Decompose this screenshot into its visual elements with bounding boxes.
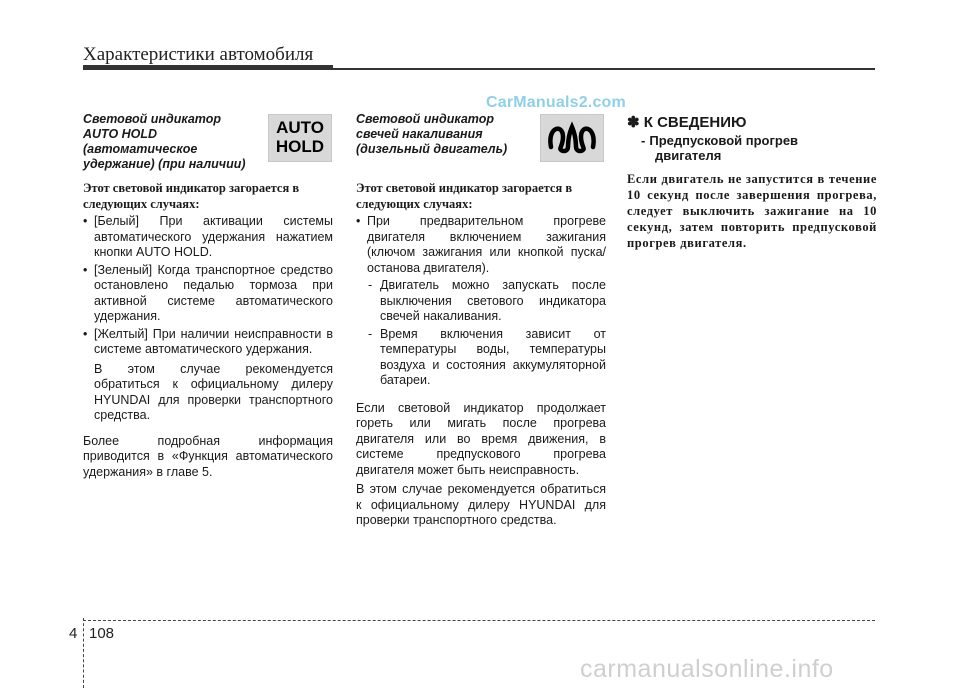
column-glow-plug xyxy=(356,112,606,529)
glow-plug-icon xyxy=(540,114,604,162)
auto-hold-icon: AUTO HOLD xyxy=(268,114,332,162)
watermark-top: CarManuals2.com xyxy=(486,94,626,111)
note-body: Если двигатель не запустится в течение 10 секунд после завершения прогрева, следует выключить зажигание на 10 секунд, затем повторить предпусковой прогрев двигателя. xyxy=(627,172,877,250)
glow-plug-indicator-title: Световой индикатор свечей накаливания (дизельный двигатель) xyxy=(356,112,508,156)
list-item: • [Зеленый] Когда транспортное средство остановлено педалью тормоза при активной системе автоматического удержания. xyxy=(83,262,333,323)
note-heading: ✽ К СВЕДЕНИЮ xyxy=(627,114,747,131)
glow-plug-bullet-list xyxy=(356,214,606,276)
note-subheading: - Предпусковой прогрев двигателя xyxy=(641,133,799,163)
glow-plug-intro: Этот световой индикатор загорается в следующих случаях: xyxy=(356,181,573,211)
auto-hold-indicator-title: Световой индикатор AUTO HOLD (автоматическое удержание) (при наличии) xyxy=(83,112,246,171)
page-number: 108 xyxy=(89,625,115,642)
auto-hold-bullet-list xyxy=(83,214,333,358)
page-header-title: Характеристики автомобиля xyxy=(83,44,314,65)
glow-plug-dealer-note: В этом случае рекомендуется обратиться к официальному дилеру HYUNDAI для проверки транспортного средства. xyxy=(356,482,606,527)
watermark-bottom: carmanualsonline.info xyxy=(580,655,834,683)
footer-divider xyxy=(83,618,84,688)
note-star-icon: ✽ xyxy=(627,114,640,131)
auto-hold-reference: Более подробная информация приводится в «Функция автоматического удержания» в главе 5. xyxy=(83,433,333,479)
auto-hold-intro: Этот световой индикатор загорается в следующих случаях: xyxy=(83,181,300,211)
chapter-number: 4 xyxy=(69,625,78,642)
column-note xyxy=(627,112,877,251)
list-item: • [Желтый] При наличии неисправности в системе автоматического удержания. xyxy=(83,326,333,356)
footer-rule xyxy=(83,620,875,621)
list-item: • [Белый] При активации системы автоматического удержания нажатием кнопки AUTO HOLD. xyxy=(83,214,333,259)
glow-plug-subitem: - Время включения зависит от температуры воды, температуры воздуха и состояния аккумуляторной батареи. xyxy=(368,326,606,387)
glow-plug-warning: Если световой индикатор продолжает гореть или мигать после прогрева двигателя или во время движения, в системе предпускового прогрева двигателя может быть неисправность. xyxy=(356,400,606,477)
header-rule xyxy=(83,68,875,70)
glow-plug-subitem: - Двигатель можно запускать после выключения светового индикатора свечей накаливания. xyxy=(368,278,606,323)
column-auto-hold xyxy=(83,112,333,480)
auto-hold-dealer-note: В этом случае рекомендуется обратиться к официальному дилеру HYUNDAI для проверки транспортного средства. xyxy=(94,361,333,422)
list-item: • При предварительном прогреве двигателя включением зажигания (ключом зажигания или кнопкой пуска/останова двигателя). xyxy=(356,214,606,275)
